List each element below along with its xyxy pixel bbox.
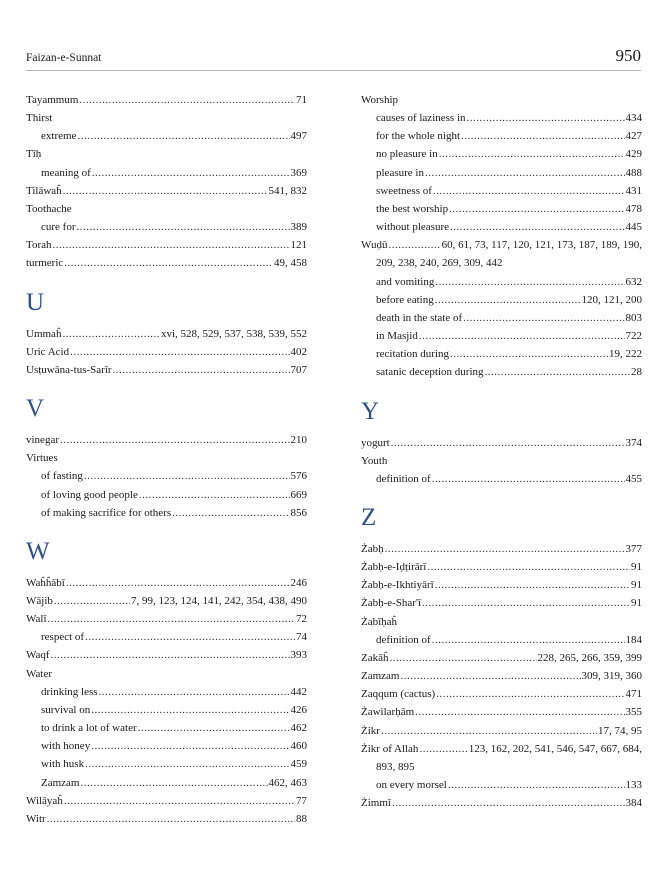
entry-term: and vomiting (376, 275, 435, 288)
index-column-right (361, 91, 642, 812)
index-subentry (361, 631, 642, 649)
entry-term: extreme (41, 130, 77, 143)
index-subentry (26, 755, 307, 773)
entry-term: on every morsel (376, 779, 447, 791)
entry-term: Wuḍū (361, 239, 388, 252)
index-subentry (26, 774, 307, 792)
entry-term: the best worship (376, 202, 449, 215)
entry-pages: 355 (625, 706, 642, 719)
index-subentry (361, 164, 642, 182)
dot-leader (381, 722, 597, 740)
index-entry (361, 558, 642, 576)
entry-term: of loving good people (41, 488, 138, 501)
dot-leader (62, 325, 159, 343)
entry-pages: 377 (625, 542, 642, 555)
dot-leader (80, 774, 267, 792)
index-entry (361, 722, 642, 740)
entry-term: of fasting (41, 470, 83, 483)
entry-pages: 88 (296, 812, 307, 825)
entry-pages: 184 (625, 633, 642, 646)
dot-leader (91, 701, 289, 719)
index-subentry (26, 737, 307, 755)
index-entry (26, 449, 307, 467)
entry-term: yogurt (361, 436, 390, 449)
entry-term: Żabīḥaĥ (361, 615, 398, 628)
index-entry (361, 740, 642, 758)
entry-pages: 445 (625, 221, 642, 234)
entry-pages: 389 (290, 221, 307, 234)
index-entry (26, 200, 307, 218)
index-section (361, 91, 642, 382)
dot-leader (77, 218, 290, 236)
entry-term: Tayammum (26, 94, 79, 106)
entry-term: Wilāyaĥ (26, 794, 63, 807)
entry-pages: 722 (625, 330, 642, 343)
entry-term: recitation during (376, 348, 450, 361)
entry-term: cure for (41, 221, 76, 234)
entry-pages: 471 (625, 688, 642, 701)
index-subentry (361, 182, 642, 200)
section-letter: W (26, 537, 50, 565)
entry-pages: 28 (631, 366, 642, 379)
entry-term: Zaqqum (cactus) (361, 688, 436, 701)
entry-term: in Masjid (376, 330, 418, 343)
index-entry (361, 576, 642, 594)
index-section (26, 536, 307, 828)
index-entry (26, 361, 307, 379)
index-entry (26, 145, 307, 163)
index-subentry (361, 470, 642, 488)
entry-term: Walī (26, 613, 47, 626)
entry-term: Zamzam (41, 776, 80, 789)
dot-leader (84, 467, 290, 485)
dot-leader (392, 794, 625, 812)
entry-term: to drink a lot of water (41, 722, 137, 735)
index-entry (361, 685, 642, 703)
section-letter: Y (361, 397, 380, 425)
section-letter: U (26, 288, 45, 316)
dot-leader (432, 631, 625, 649)
entry-term: pleasure in (376, 166, 424, 179)
book-title: Faizan-e-Sunnat (26, 52, 102, 64)
dot-leader (47, 810, 295, 828)
index-entry (26, 254, 307, 272)
entry-term: survival on (41, 703, 91, 716)
index-subentry (361, 145, 642, 163)
entry-term: Waqf (26, 649, 50, 662)
entry-term: Zamzam (361, 670, 400, 683)
dot-leader (60, 431, 290, 449)
index-subentry (26, 683, 307, 701)
entry-term: Thirst (26, 112, 53, 125)
index-subentry (26, 218, 307, 236)
entry-pages: 384 (625, 797, 642, 810)
entry-term: sweetness of (376, 184, 432, 197)
entry-term: Żikr (361, 724, 380, 737)
index-entry (361, 794, 642, 812)
dot-leader (435, 273, 624, 291)
index-entry (26, 792, 307, 810)
index-subentry (26, 127, 307, 145)
index-subentry (26, 164, 307, 182)
dot-leader (139, 486, 290, 504)
dot-leader (419, 740, 467, 758)
entry-pages: 374 (625, 436, 642, 449)
dot-leader (77, 127, 289, 145)
entry-pages: 434 (625, 112, 642, 125)
entry-term: definition of (376, 633, 431, 646)
entry-term: causes of laziness in (376, 112, 466, 125)
entry-pages: 478 (625, 202, 642, 215)
dot-leader (385, 540, 625, 558)
dot-leader (54, 592, 130, 610)
index-entry (26, 325, 307, 343)
dot-leader (64, 254, 273, 272)
entry-term: Uric Acid (26, 345, 70, 358)
dot-leader (435, 576, 630, 594)
entry-term: Żabḥ-e-Iḍṭirārī (361, 561, 427, 574)
entry-pages: 74 (296, 631, 307, 644)
index-subentry (361, 200, 642, 218)
index-subentry (361, 291, 642, 309)
dot-leader (436, 685, 624, 703)
dot-leader (419, 327, 625, 345)
entry-term: no pleasure in (376, 148, 438, 161)
entry-pages: 442 (290, 685, 307, 698)
dot-leader (467, 109, 625, 127)
entry-term: Virtues (26, 452, 58, 465)
index-section (26, 287, 307, 379)
dot-leader (388, 236, 440, 254)
dot-leader (63, 182, 268, 200)
entry-pages: 455 (625, 472, 642, 485)
entry-term: Tilāwaĥ (26, 184, 62, 197)
index-subentry (361, 218, 642, 236)
dot-leader (485, 363, 630, 381)
index-entry (361, 667, 642, 685)
entry-pages: 91 (631, 597, 642, 610)
entry-pages: 462 (290, 722, 307, 735)
entry-pages: 19, 222 (609, 348, 642, 361)
section-letter: Z (361, 503, 377, 531)
entry-pages: 426 (290, 703, 307, 716)
entry-pages-continuation: 209, 238, 240, 269, 309, 442 (376, 257, 503, 270)
entry-pages: 91 (631, 561, 642, 574)
dot-leader (85, 628, 295, 646)
entry-pages: 632 (625, 275, 642, 288)
entry-term: Torah (26, 239, 52, 252)
entry-term: of making sacrifice for others (41, 506, 172, 519)
entry-pages: 429 (625, 148, 642, 161)
index-entry (361, 613, 642, 631)
entry-term: with husk (41, 758, 85, 771)
index-entry (26, 592, 307, 610)
dot-leader (391, 434, 625, 452)
entry-term: respect of (41, 631, 85, 644)
dot-leader (400, 667, 580, 685)
dot-leader (92, 164, 290, 182)
entry-pages: 72 (296, 613, 307, 626)
entry-pages: 459 (290, 758, 307, 771)
index-section (26, 393, 307, 522)
dot-leader (85, 755, 289, 773)
index-subentry (361, 363, 642, 381)
entry-pages: 460 (290, 740, 307, 753)
dot-leader (91, 737, 289, 755)
entry-term: Zakāĥ (361, 651, 389, 664)
index-section (361, 502, 642, 812)
entry-term: Żabḥ (361, 542, 384, 555)
entry-term: with honey (41, 740, 91, 753)
page-number: 950 (615, 46, 641, 65)
index-entry (361, 594, 642, 612)
dot-leader (448, 776, 625, 794)
entry-pages: 707 (290, 363, 307, 376)
index-subentry (26, 504, 307, 522)
index-entry (26, 574, 307, 592)
index-entry (26, 343, 307, 361)
entry-pages: 121 (290, 239, 307, 252)
entry-term: satanic deception during (376, 366, 484, 379)
entry-pages: 120, 121, 200 (581, 293, 642, 306)
entry-term: Toothache (26, 202, 72, 215)
entry-term: Żabḥ-e-Shar'ī (361, 597, 422, 610)
dot-leader (415, 703, 624, 721)
entry-pages: 246 (290, 576, 307, 589)
entry-term: without pleasure (376, 221, 450, 234)
index-entry (26, 182, 307, 200)
index-entry (26, 810, 307, 828)
page-header (26, 46, 641, 71)
index-entry (361, 236, 642, 254)
dot-leader (463, 309, 624, 327)
index-subentry (361, 127, 642, 145)
entry-term: Wājib (26, 594, 53, 607)
index-entry (26, 431, 307, 449)
entry-term: vinegar (26, 434, 59, 447)
index-subentry (361, 109, 642, 127)
dot-leader (51, 646, 290, 664)
entry-term: drinking less (41, 685, 98, 698)
index-subentry (361, 327, 642, 345)
index-entry (361, 703, 642, 721)
dot-leader (172, 504, 289, 522)
index-subentry (361, 309, 642, 327)
entry-term: Żikr of Allah (361, 742, 419, 755)
entry-pages: 49, 458 (274, 257, 307, 270)
dot-leader (79, 91, 295, 109)
dot-leader (427, 558, 630, 576)
entry-term: Tīḥ (26, 148, 42, 161)
entry-pages: 77 (296, 794, 307, 807)
entry-term: death in the state of (376, 311, 463, 324)
index-subentry (26, 719, 307, 737)
dot-leader (70, 343, 289, 361)
entry-pages: 856 (290, 506, 307, 519)
dot-leader (113, 361, 290, 379)
entry-pages: 60, 61, 73, 117, 120, 121, 173, 187, 189, 190, (441, 239, 642, 252)
index-entry (361, 91, 642, 109)
dot-leader (48, 610, 296, 628)
dot-leader (389, 649, 536, 667)
entry-term: for the whole night (376, 130, 461, 143)
entry-term: Youth (361, 454, 388, 467)
entry-term: Żimmī (361, 797, 391, 810)
entry-term: Worship (361, 94, 399, 106)
dot-leader (449, 200, 624, 218)
entry-pages: 228, 265, 266, 359, 399 (537, 651, 642, 664)
entry-pages: 431 (625, 184, 642, 197)
index-entry (26, 610, 307, 628)
entry-pages: 7, 99, 123, 124, 141, 242, 354, 438, 490 (131, 594, 307, 607)
dot-leader (450, 345, 608, 363)
index-subentry (361, 776, 642, 794)
section-letter: V (26, 395, 45, 423)
entry-term: Żabḥ-e-Ikhtiyārī (361, 579, 434, 592)
entry-pages: 91 (631, 579, 642, 592)
dot-leader (99, 683, 290, 701)
entry-pages: 427 (625, 130, 642, 143)
entry-term: Usṭuwāna-tus-Sarīr (26, 363, 112, 376)
entry-term: before eating (376, 293, 434, 306)
entry-pages: 393 (290, 649, 307, 662)
index-entry (26, 109, 307, 127)
entry-pages: 803 (625, 311, 642, 324)
entry-term: meaning of (41, 166, 91, 179)
entry-pages: 309, 319, 360 (581, 670, 642, 683)
index-column-left (26, 91, 307, 828)
entry-term: Witr (26, 812, 46, 825)
entry-pages: 669 (290, 488, 307, 501)
index-entry (26, 665, 307, 683)
dot-leader (64, 792, 295, 810)
index-entry (361, 434, 642, 452)
index-subentry (361, 273, 642, 291)
index-subentry (26, 467, 307, 485)
dot-leader (53, 236, 290, 254)
entry-pages: 123, 162, 202, 541, 546, 547, 667, 684, (468, 742, 642, 755)
entry-pages: 462, 463 (268, 776, 307, 789)
index-entry (361, 452, 642, 470)
dot-leader (422, 594, 630, 612)
index-subentry (361, 345, 642, 363)
entry-pages: 576 (290, 470, 307, 483)
index-section (26, 91, 307, 273)
entry-pages: 17, 74, 95 (598, 724, 642, 737)
index-subentry (26, 628, 307, 646)
entry-pages: 133 (625, 779, 642, 791)
entry-term: definition of (376, 472, 431, 485)
entry-pages: 210 (290, 434, 307, 447)
dot-leader (138, 719, 290, 737)
entry-pages: 497 (290, 130, 307, 143)
index-entry (26, 91, 307, 109)
dot-leader (66, 574, 290, 592)
dot-leader (435, 291, 581, 309)
entry-pages: xvi, 528, 529, 537, 538, 539, 552 (160, 327, 307, 340)
index-subentry (26, 701, 307, 719)
entry-term: Waĥĥābī (26, 576, 65, 589)
index-entry (26, 236, 307, 254)
entry-pages: 369 (290, 166, 307, 179)
entry-term: Water (26, 667, 52, 680)
index-subentry (26, 486, 307, 504)
entry-pages: 402 (290, 345, 307, 358)
entry-term: Żawilarḥām (361, 706, 415, 719)
index-section (361, 396, 642, 488)
index-entry (26, 646, 307, 664)
dot-leader (439, 145, 625, 163)
dot-leader (425, 164, 625, 182)
entry-pages-continuation: 893, 895 (376, 760, 415, 773)
entry-pages: 541, 832 (268, 184, 307, 197)
entry-pages: 488 (625, 166, 642, 179)
dot-leader (432, 470, 625, 488)
entry-term: Ummaĥ (26, 327, 62, 340)
dot-leader (433, 182, 625, 200)
entry-pages: 71 (296, 94, 307, 106)
dot-leader (450, 218, 624, 236)
dot-leader (461, 127, 624, 145)
index-entry (361, 649, 642, 667)
entry-term: turmeric (26, 257, 64, 270)
index-entry (361, 540, 642, 558)
